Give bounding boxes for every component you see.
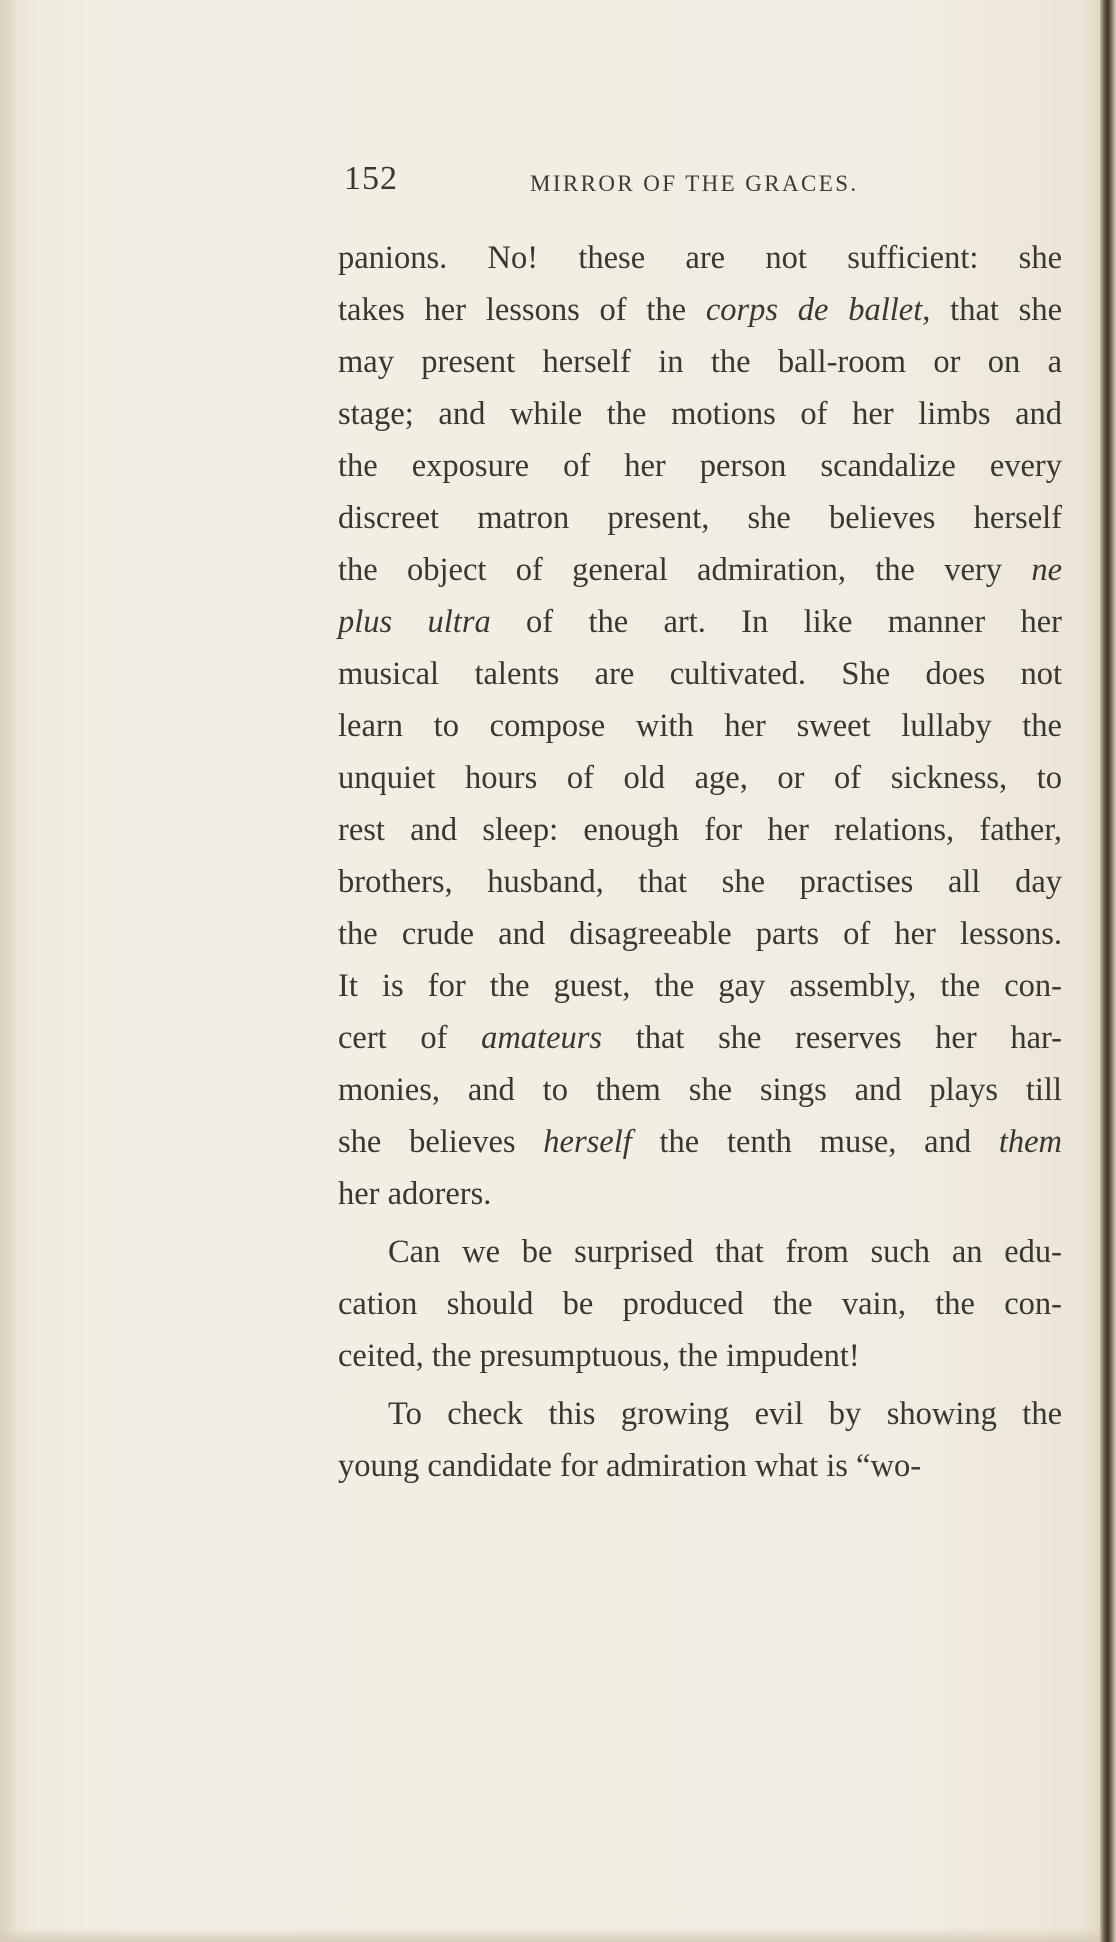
text-line: the crude and disagreeable parts of her lessons. [338, 916, 1062, 952]
text-line: brothers, husband, that she practises all day [338, 864, 1062, 900]
text-line: Can we be surprised that from such an edu- [388, 1234, 1062, 1270]
text-line: may present herself in the ball-room or on a [338, 344, 1062, 380]
paragraph [338, 232, 1062, 1220]
text-line: To check this growing evil by showing the [388, 1396, 1062, 1432]
text-line: musical talents are cultivated. She does not [338, 656, 1062, 692]
text-line: cation should be produced the vain, the con- [338, 1286, 1062, 1322]
italic-phrase: them [998, 1124, 1062, 1160]
text-line: young candidate for admiration what is “wo- [338, 1448, 922, 1484]
text-segment: , that she [922, 292, 1062, 328]
italic-phrase: plus ultra [338, 604, 491, 640]
page-header [344, 160, 1064, 204]
text-line: panions. No! these are not sufficient: she [338, 240, 1062, 276]
text-line: stage; and while the motions of her limbs and [338, 396, 1062, 432]
text-line: discreet matron present, she believes herself [338, 500, 1062, 536]
text-segment: of the art. In like manner her [490, 604, 1062, 640]
page-edge [1100, 0, 1116, 1942]
text-line: unquiet hours of old age, or of sickness, to [338, 760, 1062, 796]
running-head: MIRROR OF THE GRACES. [530, 171, 859, 196]
text-segment: takes her lessons of the [338, 292, 706, 328]
body-text [338, 232, 1062, 1492]
text-line [338, 544, 1062, 596]
italic-phrase: ne [1031, 552, 1062, 588]
italic-phrase: corps de ballet [705, 292, 923, 328]
text-line [338, 596, 1062, 648]
text-line: learn to compose with her sweet lullaby the [338, 708, 1062, 744]
text-line: monies, and to them she sings and plays till [338, 1072, 1062, 1108]
text-segment: cert of [338, 1020, 482, 1056]
text-line [338, 1012, 1062, 1064]
text-line: It is for the guest, the gay assembly, the con- [338, 968, 1062, 1004]
paragraph [338, 1226, 1062, 1382]
bottom-edge [0, 1928, 1100, 1942]
text-segment: the object of general admiration, the very [338, 552, 1032, 588]
text-line [338, 284, 1062, 336]
italic-phrase: herself [543, 1124, 632, 1160]
text-line: her adorers. [338, 1176, 492, 1212]
text-segment: that she reserves her har- [602, 1020, 1062, 1056]
text-segment: she believes [338, 1124, 544, 1160]
paragraph [338, 1388, 1062, 1492]
text-line: the exposure of her person scandalize every [338, 448, 1062, 484]
text-line [338, 1116, 1062, 1168]
text-segment: the tenth muse, and [631, 1124, 999, 1160]
text-line: ceited, the presumptuous, the impudent! [338, 1338, 860, 1374]
italic-phrase: amateurs [481, 1020, 603, 1056]
page-number: 152 [344, 160, 398, 197]
text-line: rest and sleep: enough for her relations, father, [338, 812, 1062, 848]
gutter-shadow [0, 0, 18, 1942]
